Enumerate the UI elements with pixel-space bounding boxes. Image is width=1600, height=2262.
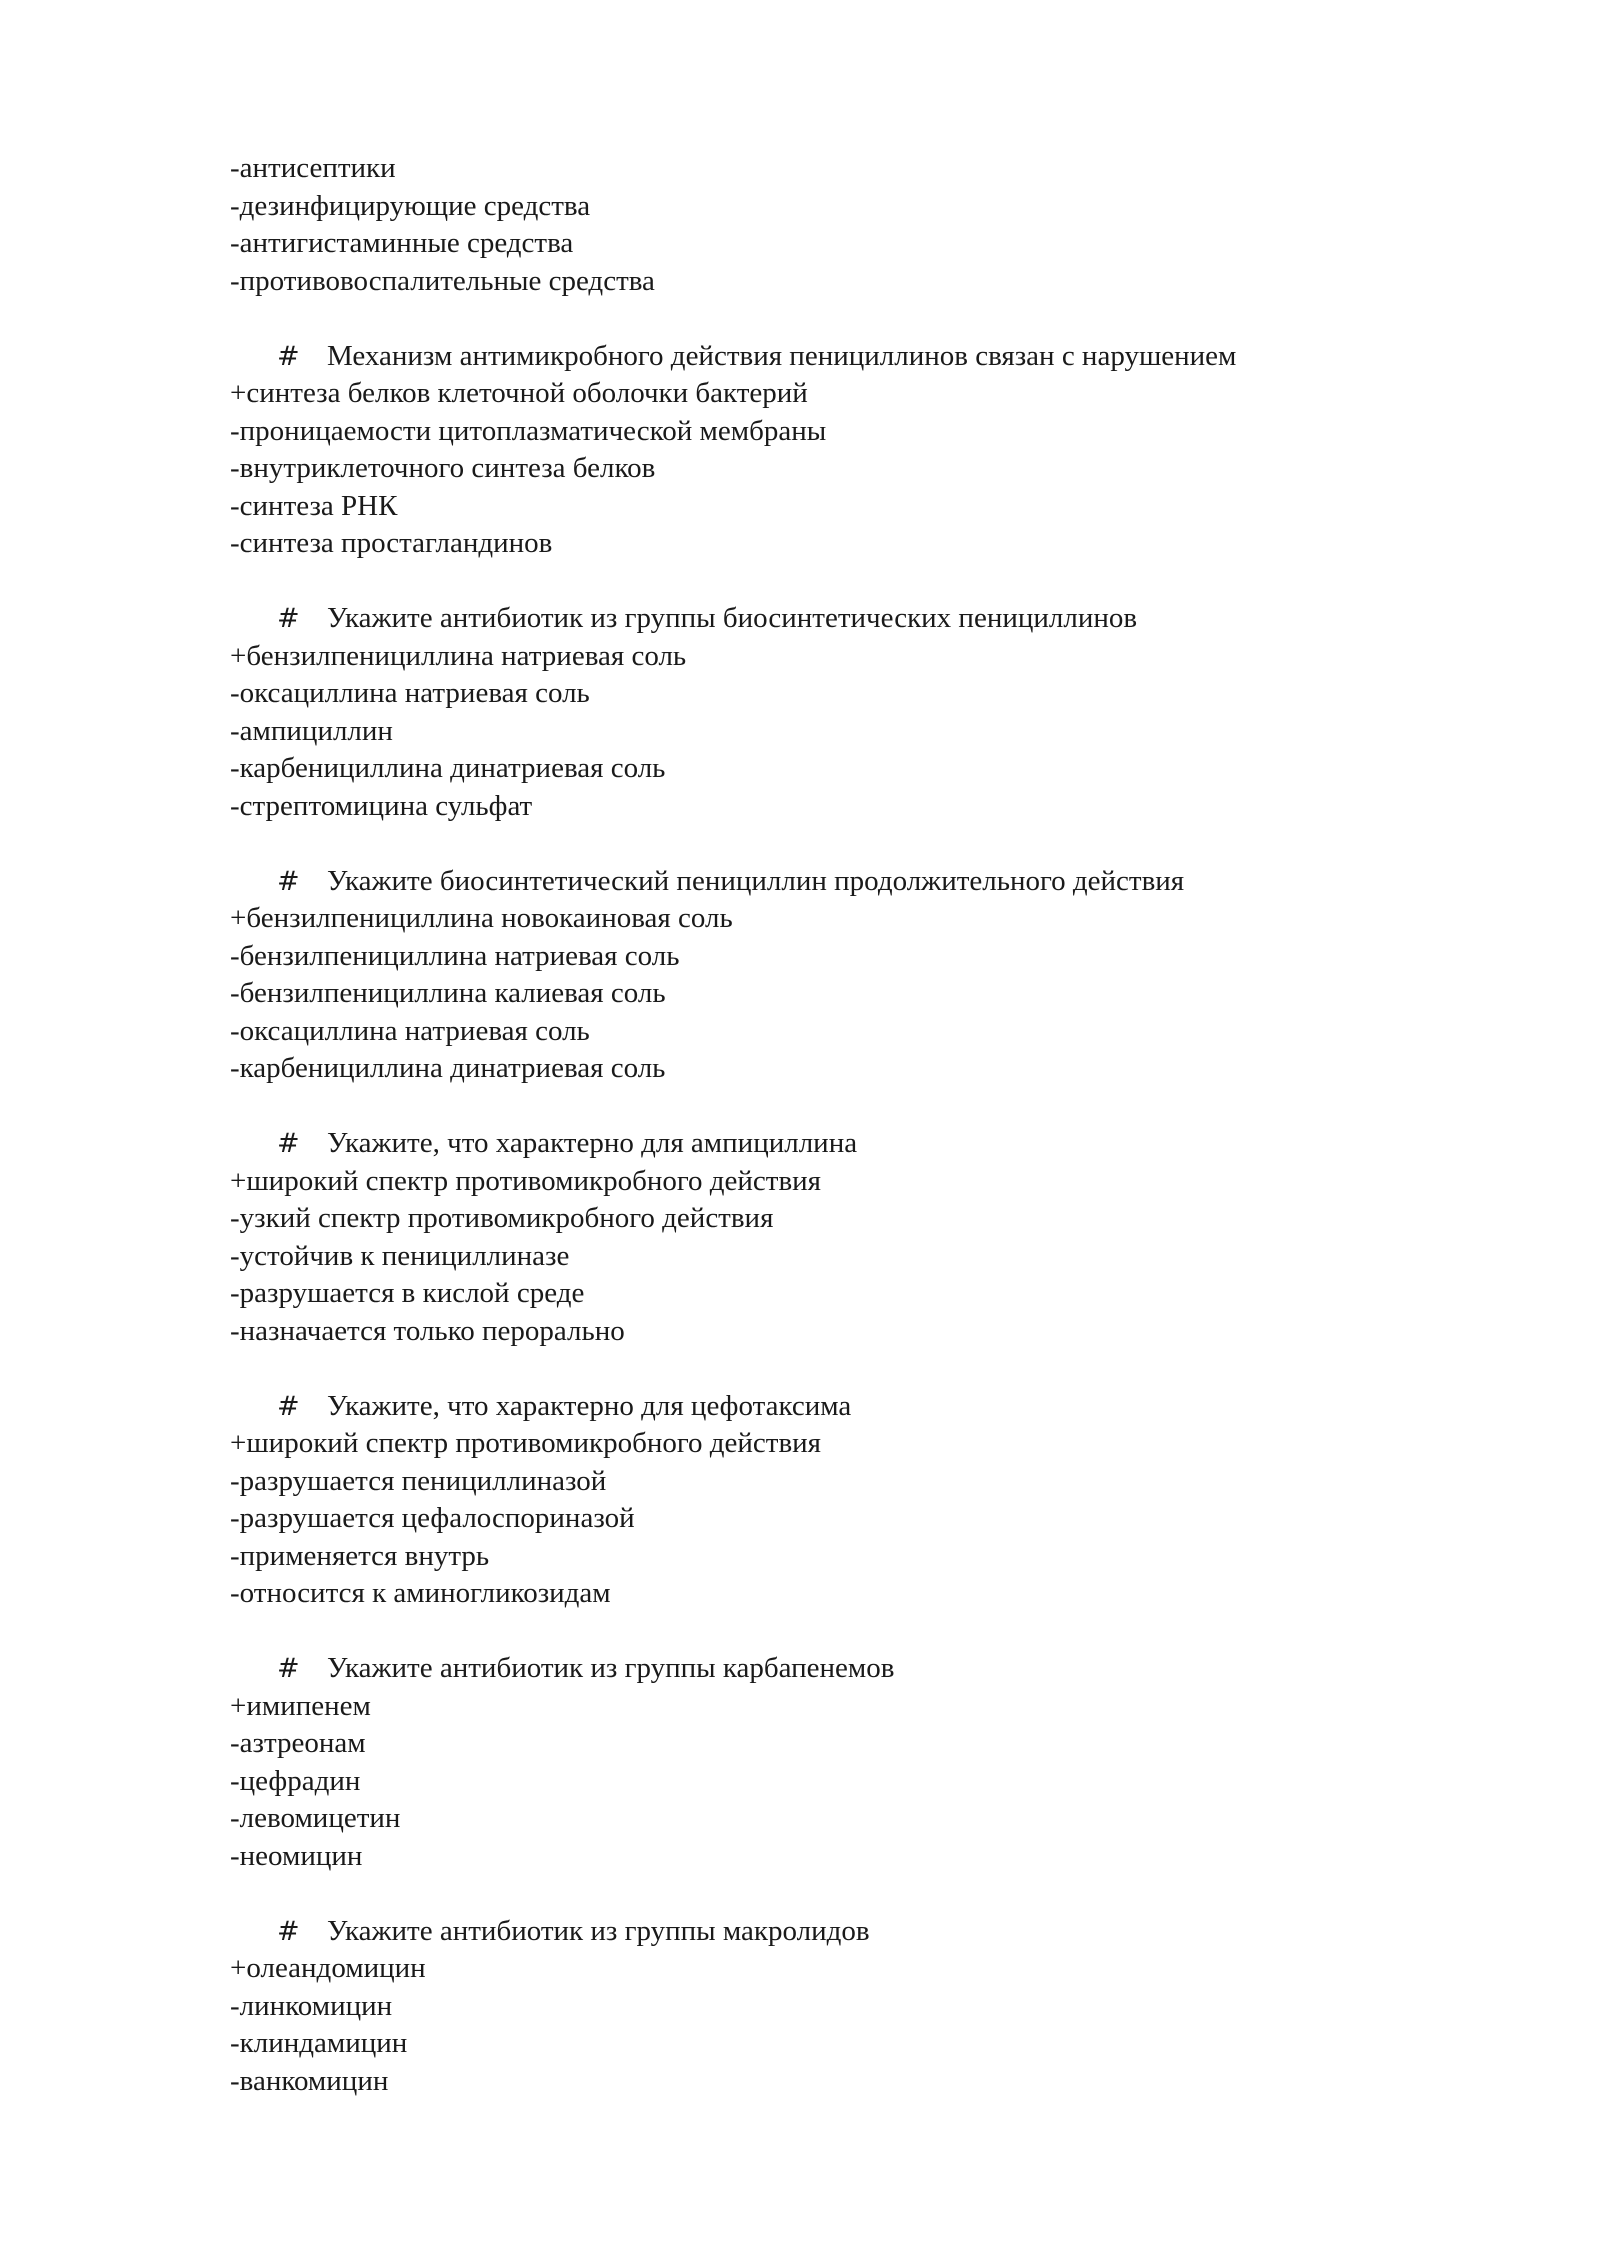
option-line: -линкомицин [230,1989,393,2022]
option-line: -азтреонам [230,1727,366,1759]
question-text: Укажите, что характерно для цефотаксима [327,1389,852,1422]
option-line: -левомицетин [230,1802,401,1834]
option-line: +широкий спектр противомикробного действия [230,1164,822,1197]
question-line [230,863,1410,901]
option-line: -неомицин [230,1839,363,1872]
question-block [230,1125,1410,1350]
question-block [230,863,1410,1088]
intro-options [230,150,1410,300]
option-line: -проницаемости цитоплазматической мембраны [230,414,827,447]
option-line: +имипенем [230,1689,371,1722]
option-line: -бензилпенициллина калиевая соль [230,977,666,1009]
question-text: Укажите биосинтетический пенициллин продолжительного действия [327,864,1185,897]
option-line: -антигистаминные средства [230,227,574,259]
option-line: +синтеза белков клеточной оболочки бактерий [230,377,808,409]
option-line: -оксациллина натриевая соль [230,677,590,709]
option-line: -карбенициллина динатриевая соль [230,1052,666,1084]
option-line: -бензилпенициллина натриевая соль [230,939,680,972]
question-marker: # [277,1653,300,1684]
question-text: Укажите антибиотик из группы макролидов [327,1914,870,1947]
option-line: -ванкомицин [230,2064,389,2097]
option-line: -относится к аминогликозидам [230,1577,611,1609]
question-block [230,1913,1410,2101]
question-marker: # [277,1915,300,1947]
question-block [230,1388,1410,1613]
question-marker: # [277,1390,300,1422]
question-line [230,1650,1410,1688]
option-line: +олеандомицин [230,1952,426,1984]
option-line: -разрушается пенициллиназой [230,1464,607,1497]
option-line: -стрептомицина сульфат [230,789,533,822]
option-line: -синтеза простагландинов [230,527,553,559]
question-line [230,1388,1410,1426]
option-line: -ампициллин [230,714,393,747]
question-text: Механизм антимикробного действия пенициллинов связан с нарушением [327,339,1237,372]
question-line [230,1125,1410,1163]
option-line: -карбенициллина динатриевая соль [230,752,666,784]
option-line: -антисептики [230,152,396,184]
question-block [230,338,1410,563]
option-line: -цефрадин [230,1764,361,1797]
question-marker: # [277,340,300,372]
question-line [230,600,1410,638]
option-line: -синтеза РНК [230,489,398,522]
option-line: -узкий спектр противомикробного действия [230,1202,774,1234]
question-text: Укажите антибиотик из группы биосинтетических пенициллинов [327,602,1138,634]
option-line: -внутриклеточного синтеза белков [230,452,656,484]
question-marker: # [277,1128,300,1159]
option-line: +широкий спектр противомикробного действия [230,1427,822,1459]
option-line: +бензилпенициллина новокаиновая соль [230,902,733,934]
option-line: -дезинфицирующие средства [230,189,591,222]
option-line: -противовоспалительные средства [230,264,655,297]
option-line: -разрушается цефалоспориназой [230,1502,635,1534]
option-line: -применяется внутрь [230,1539,490,1572]
question-line [230,1913,1410,1951]
question-marker: # [277,603,300,634]
question-text: Укажите антибиотик из группы карбапенемов [327,1652,895,1684]
option-line: -назначается только перорально [230,1314,625,1347]
question-block [230,1650,1410,1875]
question-line [230,338,1410,376]
option-line: -устойчив к пенициллиназе [230,1239,570,1272]
question-text: Укажите, что характерно для ампициллина [327,1127,858,1159]
question-marker: # [277,865,300,897]
option-line: -оксациллина натриевая соль [230,1014,590,1047]
document-content [230,150,1410,2100]
option-line: -клиндамицин [230,2027,408,2059]
option-line: -разрушается в кислой среде [230,1277,585,1309]
option-line: +бензилпенициллина натриевая соль [230,639,687,672]
question-block [230,600,1410,825]
